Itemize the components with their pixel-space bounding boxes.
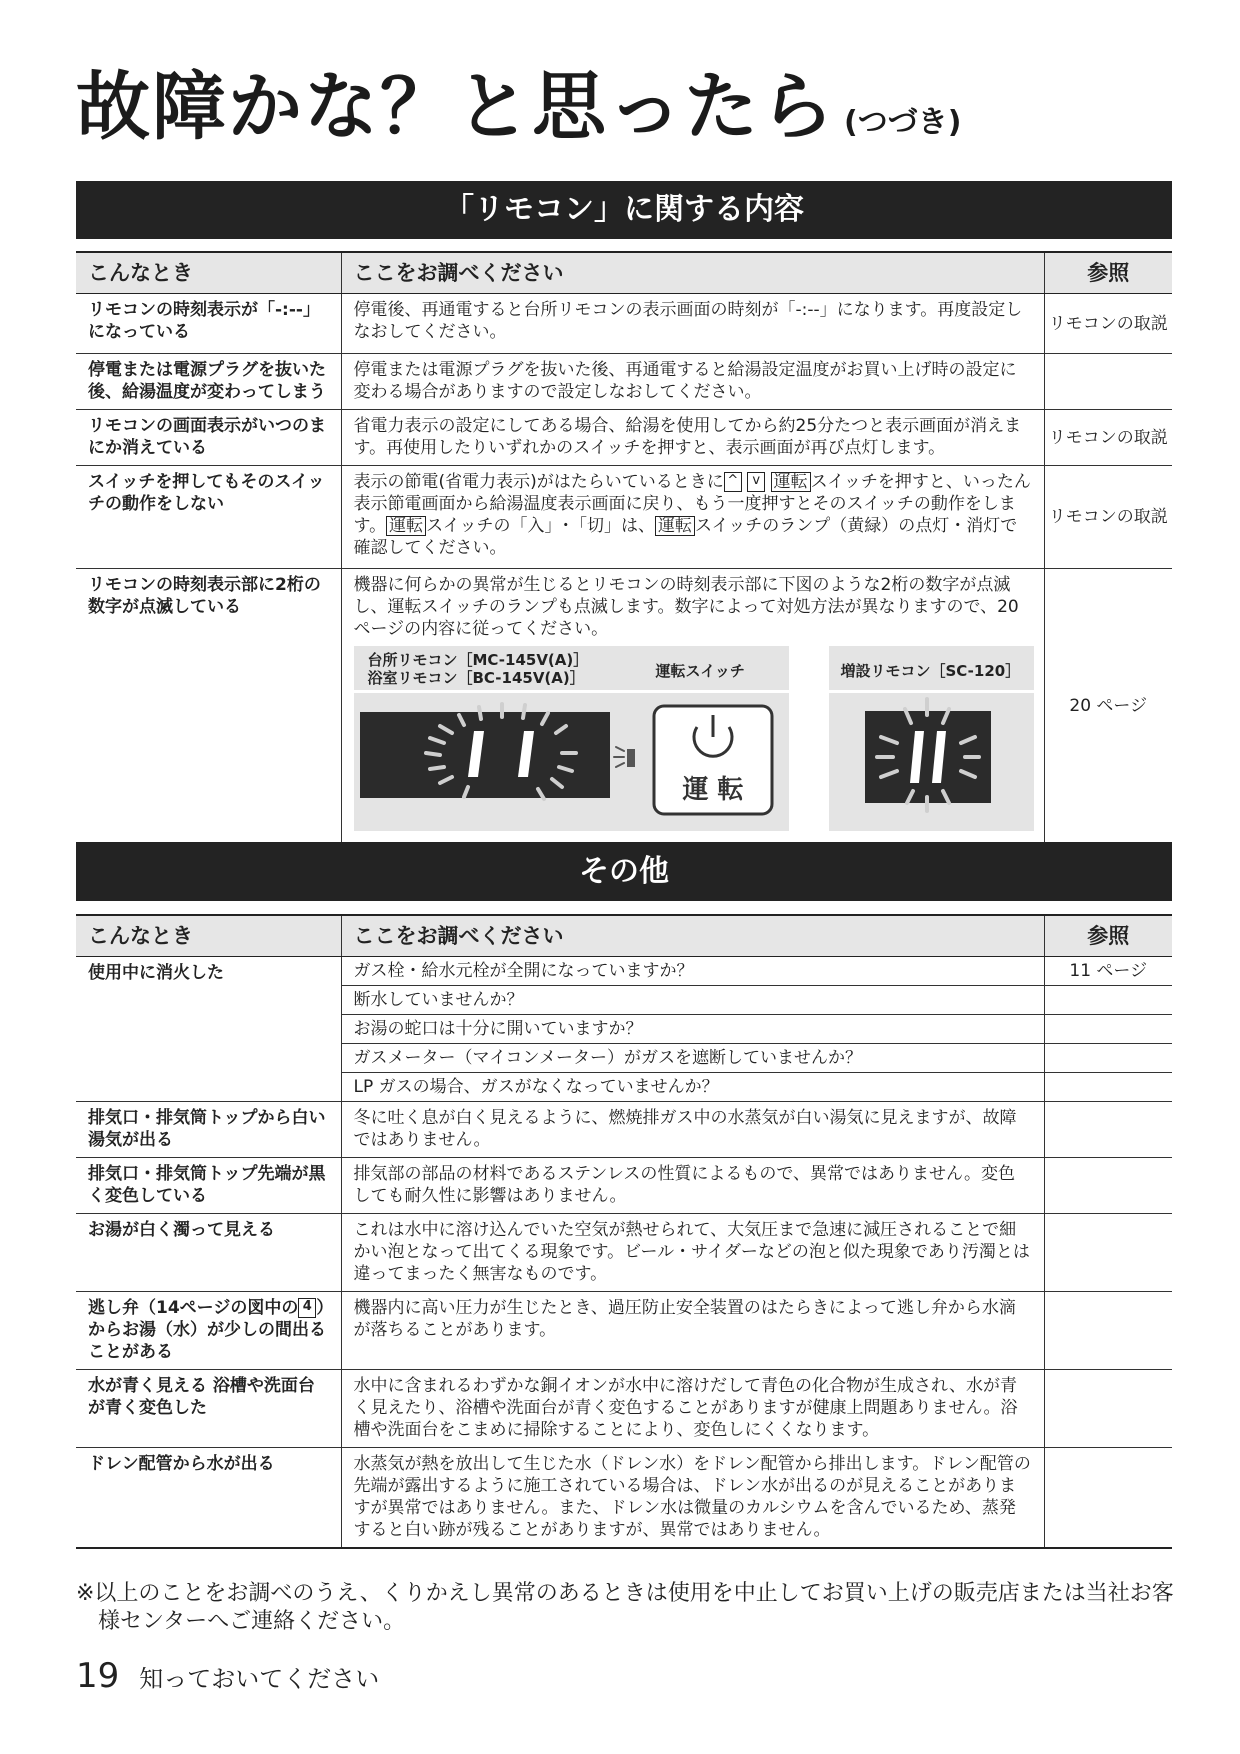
remote-model-labels [368,651,589,687]
table-row [76,1370,1172,1448]
additional-remote-panel [829,646,1034,831]
check-text-c: スイッチの「入」･「切」は、 [426,516,655,536]
row-case: 停電または電源プラグを抜いた後、給湯温度が変わってしまう [76,354,341,410]
section-heading-other: その他 [76,843,1172,901]
title-sub: (つづき) [844,105,962,140]
part-number-box: 4 [298,1298,316,1318]
row-ref [1044,1292,1172,1370]
down-arrow-icon: v [747,472,765,492]
row-case: リモコンの時刻表示が「-:--」になっている [76,294,341,354]
unten-key-label: 運転 [771,472,811,492]
row-ref: リモコンの取説 [1044,294,1172,354]
row-ref: 20 ページ [1044,569,1172,844]
row-case: ドレン配管から水が出る [76,1448,341,1549]
kitchen-remote-label: 台所リモコン［MC-145V(A)］ [367,651,589,669]
remote-table [76,251,1172,844]
table-row [76,1448,1172,1549]
caution-note [76,1580,1176,1636]
remote-display-illustration [354,693,789,831]
row-check: お湯の蛇口は十分に開いていますか？ [341,1015,1044,1044]
case-text-b: ）からお湯（水）が少しの間出ることがある [88,1298,326,1362]
table-row [76,410,1172,466]
table-header [76,915,1172,957]
table-row [76,294,1172,354]
row-check: 排気部の部品の材料であるステンレスの性質によるもので、異常ではありません。変色しても耐久性に影響はありません。 [341,1158,1044,1214]
row-ref [1044,354,1172,410]
table-row [76,1158,1172,1214]
header-ref: 参照 [1044,252,1172,294]
table-row [76,957,1172,986]
table-header [76,252,1172,294]
check-text-a: 表示の節電(省電力表示)がはたらいているときに [353,472,724,492]
row-ref [1044,1448,1172,1549]
table-row [76,1214,1172,1292]
row-case: リモコンの時刻表示部に2桁の数字が点滅している [76,569,341,844]
other-table [76,914,1172,1549]
row-case: お湯が白く濁って見える [76,1214,341,1292]
row-check: 水中に含まれるわずかな銅イオンが水中に溶けだして青色の化合物が生成され、水が青く見えたり、浴槽や洗面台が青く変色することがありますが健康上問題ありません。浴槽や洗面台をこまめに掃除することにより、変色しにくくなります。 [341,1370,1044,1448]
case-text-a: 逃し弁（14ページの図中の [88,1298,299,1318]
row-ref: 11 ページ [1044,957,1172,986]
row-check: 省電力表示の設定にしてある場合、給湯を使用してから約25分たつと表示画面が消えます。再使用したりいずれかのスイッチを押すと、表示画面が再び点灯します。 [341,410,1044,466]
additional-display-illustration [829,693,1034,831]
note-line-1: ※以上のことをお調べのうえ、くりかえし異常のあるときは使用を中止してお買い上げの販売店または当社お客 [76,1581,1174,1606]
header-check: ここをお調べください [341,915,1044,957]
page-number: 19 [76,1656,120,1696]
row-ref [1044,1158,1172,1214]
row-ref [1044,1044,1172,1073]
switch-lamp [627,749,635,767]
row-ref [1044,1073,1172,1102]
row-ref: リモコンの取説 [1044,466,1172,569]
row-check: これは水中に溶け込んでいた空気が熱せられて、大気圧まで急速に減圧されることで細かい泡となって出てくる現象です。ビール・サイダーなどの泡と似た現象であり汚濁とは違ってまったく無害なものです。 [341,1214,1044,1292]
row-case: スイッチを押してもそのスイッチの動作をしない [76,466,341,569]
row-case [76,1292,341,1370]
header-case: こんなとき [76,915,341,957]
up-arrow-icon: ^ [724,472,742,492]
row-check: 停電または電源プラグを抜いた後、再通電すると給湯設定温度がお買い上げ時の設定に変わる場合がありますので設定しなおしてください。 [341,354,1044,410]
footer-section-title: 知っておいてください [139,1665,380,1693]
row-case: 水が青く見える 浴槽や洗面台が青く変色した [76,1370,341,1448]
row-check: 機器内に高い圧力が生じたとき、過圧防止安全装置のはたらきによって逃し弁から水滴が落ちることがあります。 [341,1292,1044,1370]
row-check [341,466,1044,569]
check-text-d: スイッチのランプ（黄緑）の点灯・消灯で確認してください。 [353,516,1018,558]
section-heading-remote: 「リモコン」に関する内容 [76,181,1172,239]
row-check [341,569,1044,844]
header-check: ここをお調べください [341,252,1044,294]
header-case: こんなとき [76,252,341,294]
table-row [76,1292,1172,1370]
page-footer [76,1656,379,1696]
row-check-text: 機器に何らかの異常が生じるとリモコンの時刻表示部に下図のような2桁の数字が点滅し、運転スイッチのランプも点滅します。数字によって対処方法が異なりますので、20ページの内容に従ってください。 [353,575,1019,639]
title-main: 故障かな？と思ったら [76,64,836,150]
row-check: 水蒸気が熱を放出して生じた水（ドレン水）をドレン配管から排出します。ドレン配管の先端が露出するように施工されている場合は、ドレン水が出るのが見えることがありますが異常ではありません。また、ドレン水は微量のカルシウムを含んでいるため、蒸発すると白い跡が残ることがありますが、異常ではありません。 [341,1448,1044,1549]
bath-remote-label: 浴室リモコン［BC-145V(A)］ [367,669,585,687]
table-row [76,466,1172,569]
row-ref [1044,1102,1172,1158]
note-line-2: 様センターへご連絡ください。 [98,1609,406,1634]
row-ref [1044,1015,1172,1044]
row-check: ガスメーター（マイコンメーター）がガスを遮断していませんか？ [341,1044,1044,1073]
unten-key-label: 運転 [386,516,426,536]
row-check: 冬に吐く息が白く見えるように、燃焼排ガス中の水蒸気が白い湯気に見えますが、故障ではありません。 [341,1102,1044,1158]
row-ref: リモコンの取説 [1044,410,1172,466]
table-row [76,1102,1172,1158]
check-text-b: スイッチを押すと、いったん表示節電画面から給湯温度表示画面に戻り、もう一度押すとそのスイッチの動作をします。 [353,472,1031,536]
lamp-rays [614,747,624,767]
row-ref [1044,986,1172,1015]
header-ref: 参照 [1044,915,1172,957]
table-row [76,569,1172,844]
page-title [76,52,1176,162]
row-case: 使用中に消火した [76,957,341,1102]
row-check: ガス栓・給水元栓が全開になっていますか？ [341,957,1044,986]
row-ref [1044,1214,1172,1292]
row-case: リモコンの画面表示がいつのまにか消えている [76,410,341,466]
kitchen-bath-remote-panel [354,646,789,831]
table-row [76,354,1172,410]
switch-text: 運 転 [681,775,744,805]
row-check: 断水していませんか？ [341,986,1044,1015]
row-ref [1044,1370,1172,1448]
additional-remote-label: 増設リモコン［SC-120］ [840,662,1021,680]
unten-key-label: 運転 [655,516,695,536]
row-check: LP ガスの場合、ガスがなくなっていませんか？ [341,1073,1044,1102]
row-check: 停電後、再通電すると台所リモコンの表示画面の時刻が「-:--」になります。再度設定しなおしてください。 [341,294,1044,354]
row-case: 排気口・排気筒トップ先端が黒く変色している [76,1158,341,1214]
error-display-diagram [354,646,1032,836]
row-case: 排気口・排気筒トップから白い湯気が出る [76,1102,341,1158]
switch-label: 運転スイッチ [655,662,745,680]
